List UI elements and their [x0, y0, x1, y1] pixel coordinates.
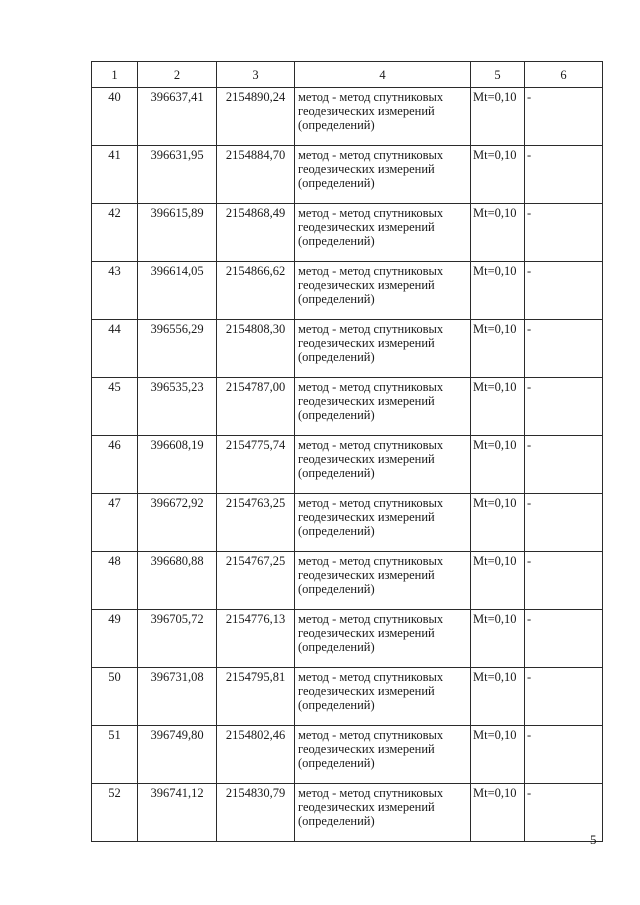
- x-coordinate-cell: 396637,41: [138, 88, 217, 146]
- header-cell-1: 1: [92, 62, 138, 88]
- table-row: [92, 668, 603, 726]
- y-coordinate-cell: 2154884,70: [217, 146, 295, 204]
- accuracy-cell: Mt=0,10: [471, 146, 525, 204]
- y-coordinate-cell: 2154866,62: [217, 262, 295, 320]
- accuracy-cell: Mt=0,10: [471, 784, 525, 842]
- x-coordinate-cell: 396535,23: [138, 378, 217, 436]
- accuracy-cell: Mt=0,10: [471, 610, 525, 668]
- accuracy-cell: Mt=0,10: [471, 204, 525, 262]
- point-number-cell: 51: [92, 726, 138, 784]
- table-row: [92, 320, 603, 378]
- x-coordinate-cell: 396615,89: [138, 204, 217, 262]
- accuracy-cell: Mt=0,10: [471, 88, 525, 146]
- point-number-cell: 52: [92, 784, 138, 842]
- note-cell: -: [525, 262, 603, 320]
- y-coordinate-cell: 2154795,81: [217, 668, 295, 726]
- method-cell: метод - метод спутниковых геодезических измерений (определений): [295, 320, 471, 378]
- x-coordinate-cell: 396705,72: [138, 610, 217, 668]
- y-coordinate-cell: 2154868,49: [217, 204, 295, 262]
- table-row: [92, 204, 603, 262]
- accuracy-cell: Mt=0,10: [471, 378, 525, 436]
- x-coordinate-cell: 396631,95: [138, 146, 217, 204]
- point-number-cell: 46: [92, 436, 138, 494]
- x-coordinate-cell: 396741,12: [138, 784, 217, 842]
- table-row: [92, 784, 603, 842]
- table-row: [92, 262, 603, 320]
- coordinates-table: [91, 61, 603, 842]
- point-number-cell: 45: [92, 378, 138, 436]
- point-number-cell: 44: [92, 320, 138, 378]
- note-cell: -: [525, 784, 603, 842]
- table-row: [92, 146, 603, 204]
- accuracy-cell: Mt=0,10: [471, 552, 525, 610]
- table-row: [92, 610, 603, 668]
- note-cell: -: [525, 204, 603, 262]
- y-coordinate-cell: 2154802,46: [217, 726, 295, 784]
- y-coordinate-cell: 2154808,30: [217, 320, 295, 378]
- y-coordinate-cell: 2154767,25: [217, 552, 295, 610]
- x-coordinate-cell: 396749,80: [138, 726, 217, 784]
- x-coordinate-cell: 396556,29: [138, 320, 217, 378]
- accuracy-cell: Mt=0,10: [471, 668, 525, 726]
- table-row: [92, 494, 603, 552]
- y-coordinate-cell: 2154787,00: [217, 378, 295, 436]
- method-cell: метод - метод спутниковых геодезических измерений (определений): [295, 668, 471, 726]
- method-cell: метод - метод спутниковых геодезических измерений (определений): [295, 378, 471, 436]
- note-cell: -: [525, 320, 603, 378]
- y-coordinate-cell: 2154775,74: [217, 436, 295, 494]
- method-cell: метод - метод спутниковых геодезических измерений (определений): [295, 88, 471, 146]
- point-number-cell: 40: [92, 88, 138, 146]
- table-row: [92, 552, 603, 610]
- point-number-cell: 50: [92, 668, 138, 726]
- point-number-cell: 49: [92, 610, 138, 668]
- y-coordinate-cell: 2154830,79: [217, 784, 295, 842]
- note-cell: -: [525, 378, 603, 436]
- y-coordinate-cell: 2154890,24: [217, 88, 295, 146]
- method-cell: метод - метод спутниковых геодезических измерений (определений): [295, 726, 471, 784]
- accuracy-cell: Mt=0,10: [471, 726, 525, 784]
- header-cell-4: 4: [295, 62, 471, 88]
- x-coordinate-cell: 396614,05: [138, 262, 217, 320]
- table-row: [92, 436, 603, 494]
- point-number-cell: 48: [92, 552, 138, 610]
- header-cell-2: 2: [138, 62, 217, 88]
- method-cell: метод - метод спутниковых геодезических измерений (определений): [295, 146, 471, 204]
- note-cell: -: [525, 726, 603, 784]
- x-coordinate-cell: 396731,08: [138, 668, 217, 726]
- x-coordinate-cell: 396680,88: [138, 552, 217, 610]
- accuracy-cell: Mt=0,10: [471, 436, 525, 494]
- header-cell-5: 5: [471, 62, 525, 88]
- point-number-cell: 41: [92, 146, 138, 204]
- page-number: 5: [590, 832, 597, 847]
- accuracy-cell: Mt=0,10: [471, 262, 525, 320]
- note-cell: -: [525, 610, 603, 668]
- y-coordinate-cell: 2154763,25: [217, 494, 295, 552]
- table-header-row: [92, 62, 603, 88]
- note-cell: -: [525, 88, 603, 146]
- x-coordinate-cell: 396672,92: [138, 494, 217, 552]
- method-cell: метод - метод спутниковых геодезических измерений (определений): [295, 204, 471, 262]
- method-cell: метод - метод спутниковых геодезических измерений (определений): [295, 494, 471, 552]
- point-number-cell: 42: [92, 204, 138, 262]
- note-cell: -: [525, 436, 603, 494]
- method-cell: метод - метод спутниковых геодезических измерений (определений): [295, 552, 471, 610]
- accuracy-cell: Mt=0,10: [471, 320, 525, 378]
- method-cell: метод - метод спутниковых геодезических измерений (определений): [295, 784, 471, 842]
- table-row: [92, 88, 603, 146]
- accuracy-cell: Mt=0,10: [471, 494, 525, 552]
- method-cell: метод - метод спутниковых геодезических измерений (определений): [295, 436, 471, 494]
- x-coordinate-cell: 396608,19: [138, 436, 217, 494]
- note-cell: -: [525, 146, 603, 204]
- note-cell: -: [525, 668, 603, 726]
- note-cell: -: [525, 494, 603, 552]
- header-cell-6: 6: [525, 62, 603, 88]
- point-number-cell: 43: [92, 262, 138, 320]
- y-coordinate-cell: 2154776,13: [217, 610, 295, 668]
- header-cell-3: 3: [217, 62, 295, 88]
- method-cell: метод - метод спутниковых геодезических измерений (определений): [295, 610, 471, 668]
- table-row: [92, 378, 603, 436]
- point-number-cell: 47: [92, 494, 138, 552]
- table-body: [92, 88, 603, 842]
- table-row: [92, 726, 603, 784]
- note-cell: -: [525, 552, 603, 610]
- method-cell: метод - метод спутниковых геодезических измерений (определений): [295, 262, 471, 320]
